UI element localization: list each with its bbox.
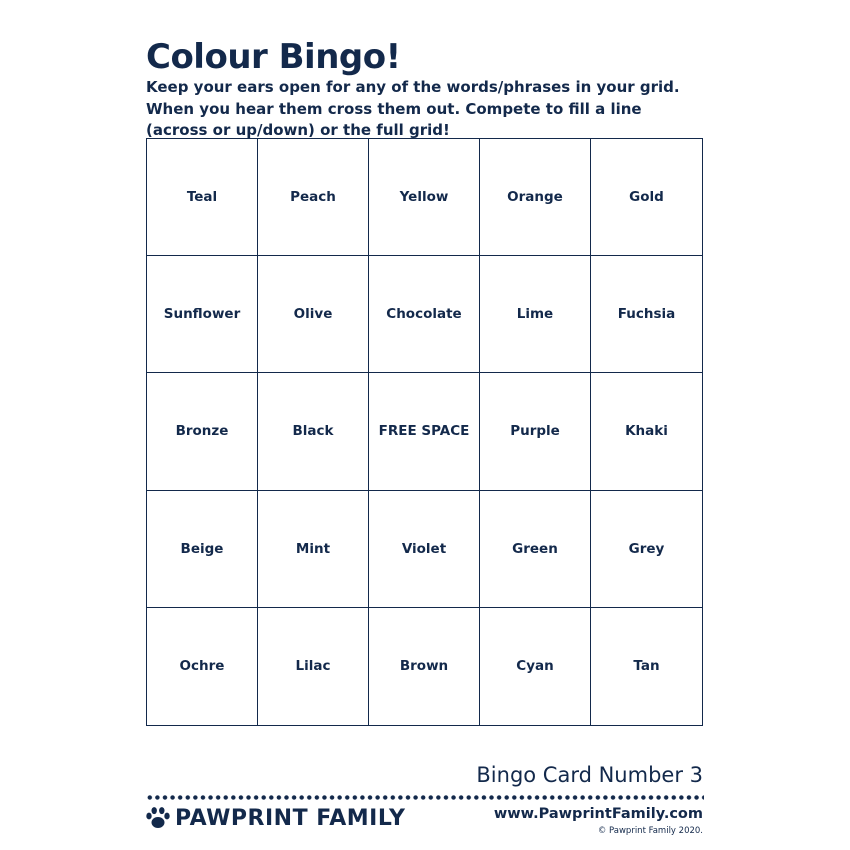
bingo-cell[interactable]: Fuchsia xyxy=(591,256,702,373)
card-number: Bingo Card Number 3 xyxy=(476,763,703,787)
bingo-cell[interactable]: Grey xyxy=(591,491,702,608)
bingo-cell[interactable]: Peach xyxy=(258,139,369,256)
bingo-cell[interactable]: Mint xyxy=(258,491,369,608)
website-link[interactable]: www.PawprintFamily.com xyxy=(493,806,703,822)
bingo-cell[interactable]: Ochre xyxy=(147,608,258,725)
bingo-cell[interactable]: Brown xyxy=(369,608,480,725)
bingo-cell[interactable]: Yellow xyxy=(369,139,480,256)
bingo-cell[interactable]: Orange xyxy=(480,139,591,256)
bingo-cell[interactable]: Khaki xyxy=(591,373,702,490)
bingo-cell[interactable]: Violet xyxy=(369,491,480,608)
bingo-cell-free-space[interactable]: FREE SPACE xyxy=(369,373,480,490)
bingo-cell[interactable]: Purple xyxy=(480,373,591,490)
bingo-cell[interactable]: Gold xyxy=(591,139,702,256)
bingo-cell[interactable]: Chocolate xyxy=(369,256,480,373)
paw-icon xyxy=(145,806,171,830)
brand-name: PAWPRINT FAMILY xyxy=(175,805,406,831)
page-title: Colour Bingo! xyxy=(146,36,401,77)
bingo-cell[interactable]: Tan xyxy=(633,658,660,675)
bingo-cell[interactable]: Black xyxy=(258,373,369,490)
bingo-cell[interactable]: Green xyxy=(480,491,591,608)
dotted-divider xyxy=(146,795,704,800)
bingo-cell[interactable]: Beige xyxy=(147,491,258,608)
bingo-cell[interactable]: Cyan xyxy=(480,608,591,725)
instructions: Keep your ears open for any of the words/phrases in your grid. When you hear them cross them out. Compete to fill a line (across or up/down) or the full grid! xyxy=(146,78,680,139)
bingo-cell[interactable]: Olive xyxy=(258,256,369,373)
bingo-cell[interactable]: Sunflower xyxy=(147,256,258,373)
bingo-grid xyxy=(146,138,703,726)
bingo-cell[interactable]: Bronze xyxy=(147,373,258,490)
bingo-cell[interactable]: Lilac xyxy=(258,608,369,725)
brand-logo xyxy=(145,803,405,833)
bingo-cell[interactable]: Teal xyxy=(147,139,258,256)
copyright: © Pawprint Family 2020. xyxy=(597,826,703,836)
bingo-cell[interactable]: Lime xyxy=(480,256,591,373)
